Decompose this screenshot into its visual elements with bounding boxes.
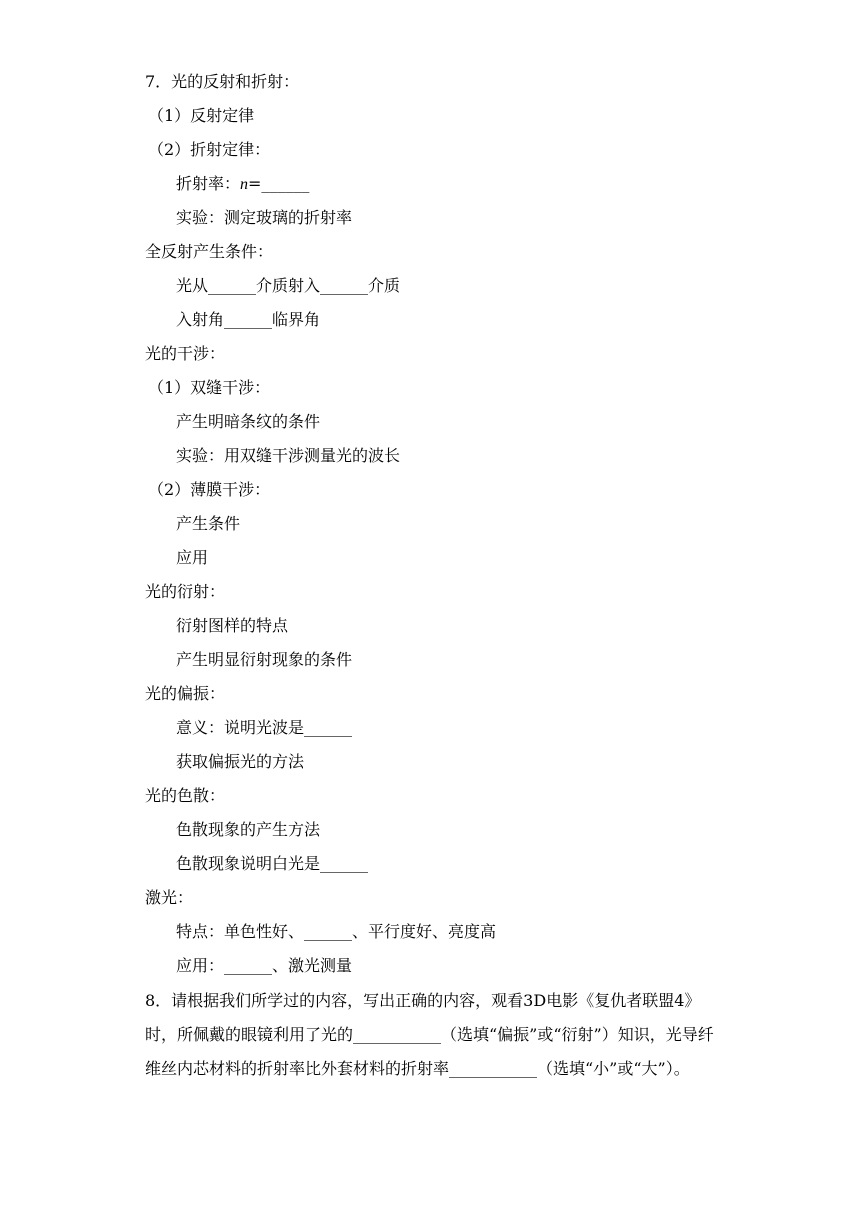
text-line: 特点：单色性好、______、平行度好、亮度高 (176, 922, 497, 941)
formula-blank: =______ (248, 174, 310, 193)
text-line: 应用：______、激光测量 (176, 956, 353, 975)
text-line: 获取偏振光的方法 (176, 752, 305, 771)
text-line: 入射角______临界角 (176, 310, 321, 329)
section-heading: 光的偏振： (145, 684, 226, 703)
question-8-paragraph: 8．请根据我们所学过的内容，写出正确的内容，观看3D电影《复仇者联盟4》时，所佩戴的眼镜利用了光的___________（选填“偏振”或“衍射”）知识，光导纤维丝内芯材料的折射率比外套材料的折射率___________（选填“小”或“大”）。 (145, 991, 714, 1078)
section-heading: 光的衍射： (145, 582, 226, 601)
text-line: 意义：说明光波是______ (176, 718, 353, 737)
text-line: 色散现象说明白光是______ (176, 854, 369, 873)
text-line: 色散现象的产生方法 (176, 820, 321, 839)
item-label: 折射率： (176, 174, 241, 193)
section-heading: 光的干涉： (145, 344, 226, 363)
text-line: 产生条件 (176, 514, 241, 533)
section-heading: 全反射产生条件： (145, 242, 274, 261)
section-heading: 7．光的反射和折射： (145, 72, 300, 91)
text-line: 衍射图样的特点 (176, 616, 289, 635)
subheading: （2）薄膜干涉： (148, 480, 271, 499)
section-heading: 光的色散： (145, 786, 226, 805)
refraction-index-line (176, 173, 309, 196)
text-line: 产生明暗条纹的条件 (176, 412, 321, 431)
text-line: 产生明显衍射现象的条件 (176, 650, 353, 669)
formula-variable: n (240, 176, 249, 193)
text-line: 实验：测定玻璃的折射率 (176, 208, 353, 227)
subheading: （2）折射定律： (148, 140, 271, 159)
subheading: （1）反射定律 (148, 106, 255, 125)
subheading: （1）双缝干涉： (148, 378, 271, 397)
text-line: 应用 (176, 548, 209, 567)
section-heading: 激光： (145, 888, 194, 907)
text-line: 实验：用双缝干涉测量光的波长 (176, 446, 401, 465)
text-line: 光从______介质射入______介质 (176, 276, 401, 295)
